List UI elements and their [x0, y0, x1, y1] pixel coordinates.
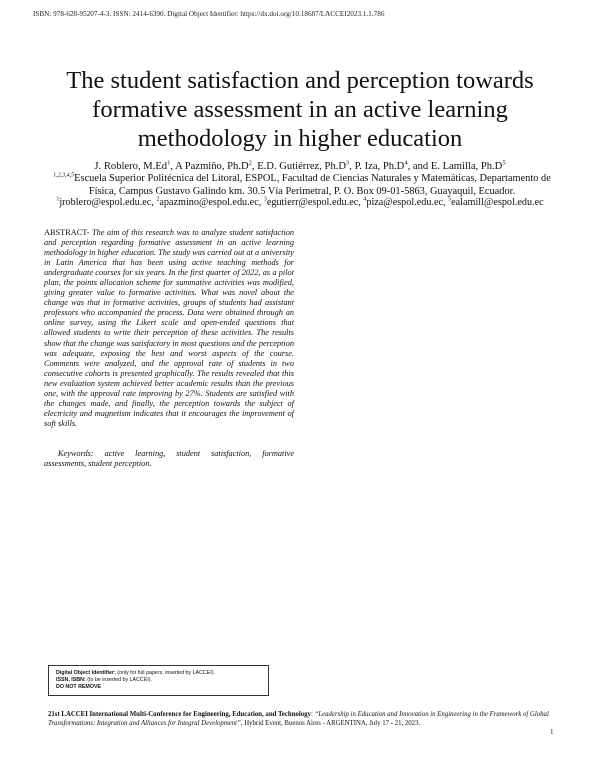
- page-number: 1: [550, 728, 554, 736]
- doi-notice-bold: DO NOT REMOVE: [56, 684, 102, 691]
- conference-name: 21st LACCEI International Multi-Conference for Engineering, Education, and Technology: [48, 711, 311, 718]
- title-line: methodology in higher education: [137, 125, 463, 152]
- author-name: A Pazmiño, Ph.D: [175, 161, 249, 172]
- doi-notice-bold: ISSN, ISBN:: [56, 677, 86, 684]
- doi-notice-line: [56, 677, 262, 684]
- author-list: [40, 160, 560, 173]
- keywords: Keywords: active learning, student satisfaction, formative assessments, student perception.: [44, 449, 294, 469]
- author-separator: ,: [170, 161, 176, 172]
- author-name: E. Lamilla, Ph.D: [430, 161, 503, 172]
- doi-notice-box: [48, 665, 269, 696]
- conference-footer: [48, 711, 558, 729]
- author-mark: 3: [346, 159, 350, 167]
- author-mark: 1: [167, 159, 171, 167]
- affiliation: [52, 173, 552, 198]
- abstract-text: The aim of this research was to analyze student satisfaction and perception regarding formative assessment in an active learning methodology in higher education. The study was carried out at a university in Latin America that has been using active teaching methods for undergraduate courses for six years. In the first quarter of 2022, as a pilot plan, the points allocation scheme for summative activities was modified, giving greater value to formative activities. What was novel about the change was that in formative activities, groups of students had assistant professors who accompanied the process. Data were obtained through an online survey, using the Likert scale and open-ended questions that allowed students to write their perception of these activities. The results show that the change was satisfactory in most questions and the perception was adequate, exposing the best and worst aspects of the course. Comments were analyzed, and the approval rate of students in two consecutive cohorts is presented graphically. The results revealed that this new evaluation system achieved better academic results than the previous one, with the approval rate improving by 27%. Students are satisfied with the changes made, and finally, the perception towards the subject of electricity and magnetism indicates that it encourages the improvement of soft skills.: [44, 228, 295, 428]
- email-mark: 5: [448, 196, 452, 203]
- paper-title: [40, 66, 560, 153]
- email-mark: 4: [363, 196, 367, 203]
- email-mark: 3: [263, 196, 267, 203]
- doi-notice-bold: Digital Object Identifier:: [56, 670, 116, 676]
- email-address[interactable]: apazmino@espol.edu.ec: [159, 197, 259, 208]
- author-mark: 2: [248, 159, 252, 167]
- email-separator: ,: [151, 197, 157, 208]
- email-separator: ,: [443, 197, 449, 208]
- email-address[interactable]: jroblero@espol.edu.ec: [59, 197, 152, 208]
- conference-location: , Hybrid Event, Buenos Aires - ARGENTINA, July 17 - 21, 2023.: [240, 719, 421, 727]
- author-separator: ,: [349, 161, 355, 172]
- email-mark: 1: [56, 196, 60, 203]
- title-line: formative assessment in an active learning: [92, 96, 508, 123]
- conference-theme: “Leadership in Education and Innovation in Engineering in the Framework of Global Transformations: Integration and Alliances for Integral Development”: [48, 711, 549, 727]
- author-emails: [40, 197, 560, 209]
- abstract-label: ABSTRACT-: [44, 228, 90, 237]
- author-name: E.D. Gutiérrez, Ph.D: [257, 161, 347, 172]
- author-mark: 4: [404, 159, 408, 167]
- email-mark: 2: [156, 196, 160, 203]
- email-address[interactable]: piza@espol.edu.ec: [366, 197, 444, 208]
- doi-notice-rest: (to be inserted by LACCEI).: [85, 677, 152, 684]
- email-separator: ,: [258, 197, 264, 208]
- email-address[interactable]: ealamill@espol.edu.ec: [451, 197, 544, 208]
- affiliation-marks: 1,2,3,4,5: [53, 172, 75, 179]
- author-separator: ,: [251, 161, 258, 172]
- isbn-doi-header: ISBN: 978-628-95207-4-3. ISSN: 2414-6390. Digital Object Identifier: https://dx.doi.org/10.18687/LACCEI2023.1.1.786: [33, 10, 385, 18]
- author-mark: 5: [502, 159, 506, 167]
- title-line: The student satisfaction and perception towards: [66, 67, 534, 94]
- email-separator: ,: [358, 197, 364, 208]
- author-separator: , and: [407, 161, 431, 172]
- footer-separator: :: [310, 711, 315, 718]
- email-address[interactable]: egutierr@espol.edu.ec: [266, 197, 359, 208]
- affiliation-text: Escuela Superior Politécnica del Litoral, ESPOL, Facultad de Ciencias Naturales y Matemáticas, Departamento de Física, Campus Gustavo Galindo km. 30.5 Vía Perimetral, P. O. Box 09-01-5863, Guayaquil, Ecuador.: [74, 173, 551, 197]
- doi-notice-rest: (only for full papers, inserted by LACCEI).: [115, 670, 215, 676]
- doi-notice-line: [56, 684, 262, 691]
- author-name: J. Roblero, M.Ed: [94, 161, 168, 172]
- abstract: [44, 228, 294, 429]
- author-name: P. Iza, Ph.D: [354, 161, 405, 172]
- doi-notice-line: [56, 670, 262, 677]
